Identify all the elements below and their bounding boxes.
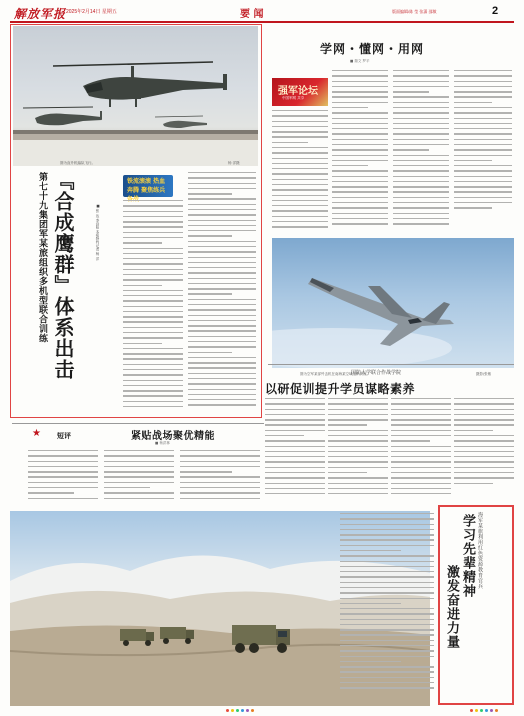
- helicopter-photo-caption: 图为直升机编队飞行。: [60, 161, 95, 165]
- fighter-jet-photo: [272, 238, 514, 368]
- article-1-headline: 『合成鹰群』体系出击: [51, 170, 75, 380]
- topic-tag-text: 铁流滚滚 热血奔腾 聚焦练兵: [127, 178, 166, 194]
- article-2-byline: ■ 瑞文 罗平: [350, 59, 370, 63]
- masthead-rule: [10, 21, 514, 23]
- article-3-headline: 以研促训提升学员谋略素养: [265, 382, 416, 396]
- commentary-byline: ■ 杨洪林: [155, 441, 170, 445]
- article-1-highlight-box: [10, 24, 262, 418]
- footer-color-dots-right: [470, 709, 498, 712]
- section-title: 要 闻: [240, 9, 264, 20]
- forum-banner-subtitle: 中国军网 共享: [282, 96, 305, 100]
- commentary-headline: 紧贴战场聚优精能: [131, 431, 215, 442]
- fighter-jet-illustration: [272, 238, 514, 368]
- issue-date: 2025年2月14日 星期五: [66, 9, 117, 15]
- article-3-body-col-4: [454, 398, 514, 502]
- article-2-body-col-1: [272, 110, 328, 234]
- article-2-body-col-4: [454, 70, 512, 234]
- helicopter-photo-credit: 杨 洋摄: [228, 161, 240, 165]
- forum-banner: [272, 78, 328, 106]
- article-2-body-col-2: [332, 70, 388, 234]
- article-1-byline: ■ 张 达 李诗阳 本报特约记者 杨 洋: [96, 204, 100, 261]
- article-3-kicker: 国防大学联合作战学院: [351, 370, 402, 376]
- page-editors: 版面编辑/陈 莹 张潇 邵敏: [392, 9, 437, 14]
- commentary-top-rule: [12, 423, 264, 424]
- forum-banner-title: 强军论坛: [278, 86, 318, 97]
- newspaper-logo: 解放军报: [14, 7, 67, 21]
- article-4-headline-2: 激发奋进力量: [444, 565, 459, 649]
- article-2-body-col-3: [393, 70, 449, 234]
- footer-color-dots-left: [226, 709, 254, 712]
- star-icon: ★: [32, 428, 41, 439]
- article-1-subhead: 第七十九集团军某旅组织多机型联合训练: [37, 172, 47, 343]
- article-2-headline: 学网・懂网・用网: [320, 42, 425, 56]
- page-number: 2: [492, 5, 499, 17]
- article-3-top-rule: [268, 364, 514, 365]
- article-3-body-col-3: [391, 398, 451, 502]
- commentary-body-col-3: [180, 450, 260, 502]
- article-4-body: [340, 513, 434, 701]
- jet-photo-caption: 图为空军某部歼击机在南海某空域组织训练。: [300, 372, 370, 376]
- jet-photo-credit: 摄影/张敏: [476, 372, 492, 376]
- article-4-kicker: 海军某旅利用红色资源教育官兵: [477, 512, 483, 589]
- commentary-body-col-2: [104, 450, 174, 502]
- article-3-body-col-2: [328, 398, 388, 502]
- article-4-highlight-box: [438, 505, 514, 705]
- commentary-label: 短评: [57, 432, 71, 440]
- article-4-headline-1: 学习先辈精神: [460, 514, 475, 598]
- article-3-body-col-1: [265, 398, 325, 502]
- commentary-body-col-1: [28, 450, 98, 502]
